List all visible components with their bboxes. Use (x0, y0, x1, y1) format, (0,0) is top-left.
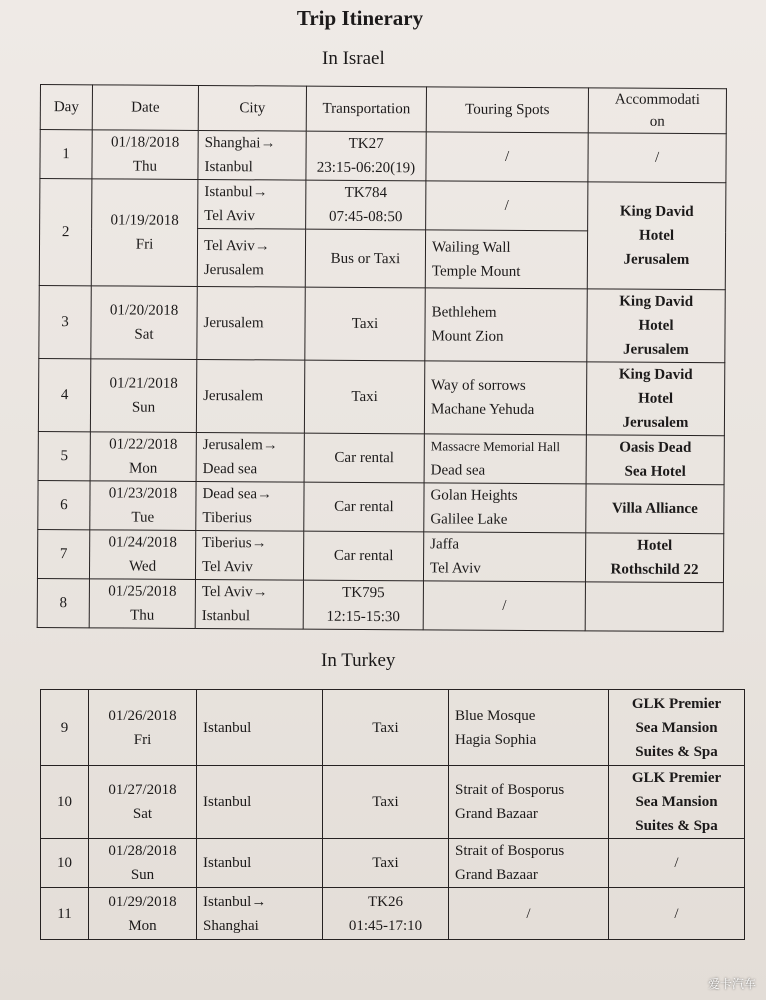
cell-line: Istanbul→ (204, 184, 268, 201)
cell-line: TK26 (368, 893, 403, 910)
cell-line: Jerusalem (203, 261, 264, 278)
weekday-value: Sun (130, 867, 155, 883)
table-row (37, 529, 723, 582)
date-cell (90, 359, 196, 433)
touring-spots-cell (423, 581, 585, 631)
day-cell: 11 (41, 888, 89, 940)
header-touring-spots: Touring Spots (426, 87, 588, 133)
cell-line: Car rental (334, 498, 394, 516)
cell-line: Istanbul (201, 607, 251, 625)
table-row (41, 690, 745, 766)
date-cell (90, 481, 196, 531)
cell-line: Tel Aviv→ (203, 237, 270, 254)
transportation-cell (306, 131, 426, 181)
transportation-cell (303, 531, 423, 581)
transportation-cell (323, 690, 449, 766)
date-cell (91, 179, 198, 287)
table-row (38, 431, 724, 484)
date-value: 01/26/2018 (108, 707, 177, 724)
cell-line (592, 606, 717, 607)
date-cell (89, 579, 195, 629)
date-value: 01/21/2018 (109, 375, 178, 392)
cell-line: Tel Aviv (202, 558, 253, 576)
cell-line: Jerusalem (622, 341, 689, 358)
cell-line: / (654, 149, 660, 166)
weekday-value: Mon (128, 460, 158, 477)
document-title: Trip Itinerary (296, 6, 424, 30)
table-row (41, 888, 745, 940)
table-row (40, 130, 726, 183)
touring-spots-cell (449, 839, 609, 888)
header-date: Date (92, 85, 198, 131)
transportation-cell (305, 287, 425, 361)
section-heading-turkey: In Turkey (321, 650, 396, 671)
cell-line: 12:15-15:30 (326, 608, 400, 626)
city-cell (195, 579, 303, 629)
touring-spots-cell (424, 361, 586, 435)
transportation-cell (323, 888, 449, 940)
city-cell (197, 228, 305, 287)
cell-line: Bethlehem (431, 304, 497, 321)
weekday-value: Thu (130, 607, 155, 624)
cell-line: Car rental (333, 547, 394, 565)
city-cell (196, 481, 304, 531)
cell-line: Hotel (637, 537, 673, 554)
cell-line: TK795 (342, 584, 385, 602)
accommodation-cell (585, 533, 723, 583)
cell-line: / (504, 197, 509, 214)
weekday-value: Mon (128, 917, 157, 934)
touring-spots-cell (425, 230, 587, 289)
cell-line: Car rental (334, 449, 395, 467)
header-city: City (198, 85, 306, 131)
cell-line: Istanbul (203, 794, 252, 810)
cell-line: Suites & Spa (635, 818, 718, 834)
weekday-value: Tue (131, 509, 155, 526)
cell-line: Jerusalem (622, 414, 689, 431)
cell-line: Jerusalem (203, 388, 264, 405)
cell-line: / (526, 905, 531, 922)
touring-spots-cell (424, 483, 586, 533)
transportation-cell (304, 433, 424, 483)
cell-line: / (674, 855, 679, 871)
transportation-cell (323, 766, 449, 839)
table-row (39, 285, 725, 362)
cell-line: Hotel (639, 227, 675, 244)
cell-line: King David (619, 293, 694, 310)
date-cell (89, 690, 197, 766)
accommodation-cell (609, 888, 745, 940)
cell-line: Way of sorrows (431, 377, 526, 394)
header-day: Day (40, 85, 92, 130)
date-cell (91, 286, 197, 360)
transportation-cell (306, 180, 426, 230)
accommodation-cell (609, 766, 745, 839)
accommodation-cell (609, 839, 745, 888)
date-value: 01/24/2018 (108, 534, 177, 551)
turkey-itinerary-table (40, 689, 745, 940)
date-value: 01/18/2018 (110, 134, 180, 151)
cell-line: Suites & Spa (635, 743, 718, 760)
transportation-cell (303, 580, 423, 630)
watermark: 爱卡汽车 (707, 977, 756, 991)
date-value: 01/27/2018 (108, 782, 177, 798)
cell-line: 07:45-08:50 (328, 208, 403, 226)
cell-line: Dead sea (202, 461, 258, 478)
cell-line: Tiberius (202, 510, 252, 527)
cell-line: Massacre Memorial Hall (430, 438, 561, 455)
cell-line: / (674, 905, 679, 922)
table-row (37, 578, 723, 631)
touring-spots-cell (449, 888, 609, 940)
weekday-value: Sat (132, 806, 153, 822)
cell-line: Dead sea (430, 462, 486, 479)
day-cell: 10 (41, 839, 89, 888)
touring-spots-cell (425, 288, 587, 362)
table-row (38, 480, 724, 533)
city-cell (197, 286, 305, 360)
date-cell (90, 432, 196, 482)
cell-line: Strait of Bosporus (455, 782, 565, 798)
header-transportation: Transportation (306, 86, 426, 132)
cell-line: Taxi (351, 388, 378, 406)
city-cell (198, 130, 306, 180)
city-cell (197, 888, 323, 940)
date-cell (89, 766, 197, 839)
cell-line: Hotel (638, 390, 674, 407)
accommodation-cell (588, 133, 726, 183)
weekday-value: Sat (134, 326, 154, 343)
cell-line: Istanbul (203, 719, 252, 736)
cell-line: TK784 (344, 184, 388, 202)
table-row (41, 839, 745, 888)
cell-line: Taxi (372, 794, 399, 810)
cell-line: Shanghai (203, 917, 259, 934)
cell-line: Rothschild 22 (610, 561, 699, 579)
cell-line: Golan Heights (430, 487, 518, 504)
cell-line: Taxi (372, 719, 399, 736)
table-row (38, 358, 724, 435)
touring-spots-cell (449, 690, 609, 766)
weekday-value: Sun (131, 399, 156, 416)
cell-line: Istanbul (203, 855, 252, 871)
day-cell: 9 (41, 690, 89, 766)
accommodation-cell (585, 582, 723, 632)
cell-line: Shanghai→ (204, 135, 276, 152)
date-value: 01/23/2018 (108, 485, 178, 502)
accommodation-cell (587, 289, 725, 363)
cell-line: Istanbul→ (203, 893, 267, 910)
cell-line: Jaffa (430, 536, 460, 553)
transportation-cell (305, 229, 425, 288)
cell-line: Hagia Sophia (455, 731, 537, 748)
date-value: 01/25/2018 (108, 583, 177, 600)
cell-line: Tel Aviv (204, 208, 255, 225)
city-cell (197, 766, 323, 839)
cell-line: Jerusalem (203, 315, 264, 332)
cell-line: Hotel (638, 317, 674, 334)
day-cell: 5 (38, 431, 90, 480)
cell-line: Jerusalem (623, 251, 690, 268)
cell-line: Grand Bazaar (455, 867, 538, 883)
cell-line: 01:45-17:10 (348, 917, 423, 934)
cell-line: Villa Alliance (612, 500, 698, 518)
accommodation-cell (587, 182, 726, 290)
cell-line: Bus or Taxi (330, 250, 401, 267)
cell-line: Grand Bazaar (455, 806, 538, 822)
cell-line: Sea Mansion (635, 719, 718, 736)
table-row (41, 766, 745, 839)
header-accommodation: Accommodati on (588, 88, 726, 134)
cell-line: Istanbul (204, 159, 253, 176)
cell-line: TK27 (348, 135, 384, 153)
city-cell (196, 359, 304, 433)
accommodation-cell (586, 362, 724, 436)
transportation-cell (304, 360, 424, 434)
cell-line: Temple Mount (431, 262, 521, 280)
city-cell (196, 432, 304, 482)
day-cell: 8 (37, 578, 89, 627)
date-cell (92, 130, 198, 180)
cell-line: GLK Premier (631, 770, 722, 786)
weekday-value: Thu (132, 158, 158, 175)
day-cell: 2 (39, 179, 92, 286)
table-header-row (40, 85, 726, 134)
cell-line: Sea Hotel (624, 463, 686, 480)
cell-line: King David (618, 366, 693, 383)
cell-line: Jerusalem→ (202, 437, 278, 454)
cell-line: 23:15-06:20(19) (316, 159, 416, 177)
date-cell (89, 888, 197, 940)
touring-spots-cell (424, 434, 586, 484)
day-cell: 1 (40, 130, 92, 179)
date-cell (89, 530, 195, 580)
table-row (40, 179, 726, 232)
city-cell (198, 179, 306, 229)
day-cell: 7 (37, 529, 89, 578)
accommodation-cell (586, 484, 724, 534)
date-cell (89, 839, 197, 888)
date-value: 01/20/2018 (109, 302, 179, 319)
cell-line: Tel Aviv→ (201, 583, 268, 601)
cell-line: Strait of Bosporus (455, 843, 565, 859)
cell-line: Sea Mansion (635, 794, 718, 810)
weekday-value: Wed (128, 558, 157, 575)
cell-line: Mount Zion (431, 328, 504, 345)
touring-spots-cell (426, 181, 588, 231)
day-cell: 10 (41, 766, 89, 839)
day-cell: 3 (39, 285, 91, 358)
cell-line: Tiberius→ (202, 534, 267, 552)
date-value: 01/19/2018 (110, 212, 179, 229)
date-value: 01/22/2018 (109, 436, 178, 453)
city-cell (197, 690, 323, 766)
cell-line: Machane Yehuda (430, 401, 535, 419)
cell-line: Tel Aviv (429, 560, 481, 577)
day-cell: 6 (38, 480, 90, 529)
cell-line: Wailing Wall (431, 238, 511, 256)
weekday-value: Fri (135, 236, 154, 253)
touring-spots-cell (426, 132, 588, 182)
cell-line: Galilee Lake (430, 511, 508, 528)
cell-line: / (504, 148, 510, 165)
weekday-value: Fri (133, 731, 152, 748)
transportation-cell (304, 482, 424, 532)
cell-line: GLK Premier (631, 695, 722, 712)
cell-line: / (502, 597, 507, 614)
day-cell: 4 (38, 358, 90, 431)
cell-line: Dead sea→ (202, 486, 273, 503)
city-cell (195, 530, 303, 580)
accommodation-cell (609, 690, 745, 766)
section-heading-israel: In Israel (322, 48, 385, 69)
date-value: 01/29/2018 (108, 893, 177, 910)
cell-line: Oasis Dead (619, 439, 692, 456)
israel-itinerary-table (37, 84, 727, 632)
date-value: 01/28/2018 (108, 843, 177, 859)
touring-spots-cell (449, 766, 609, 839)
cell-line: Taxi (351, 315, 379, 333)
cell-line: King David (619, 203, 694, 220)
accommodation-cell (586, 435, 724, 485)
touring-spots-cell (423, 532, 585, 582)
city-cell (197, 839, 323, 888)
cell-line: Blue Mosque (455, 707, 536, 724)
cell-line: Taxi (372, 855, 399, 871)
transportation-cell (323, 839, 449, 888)
